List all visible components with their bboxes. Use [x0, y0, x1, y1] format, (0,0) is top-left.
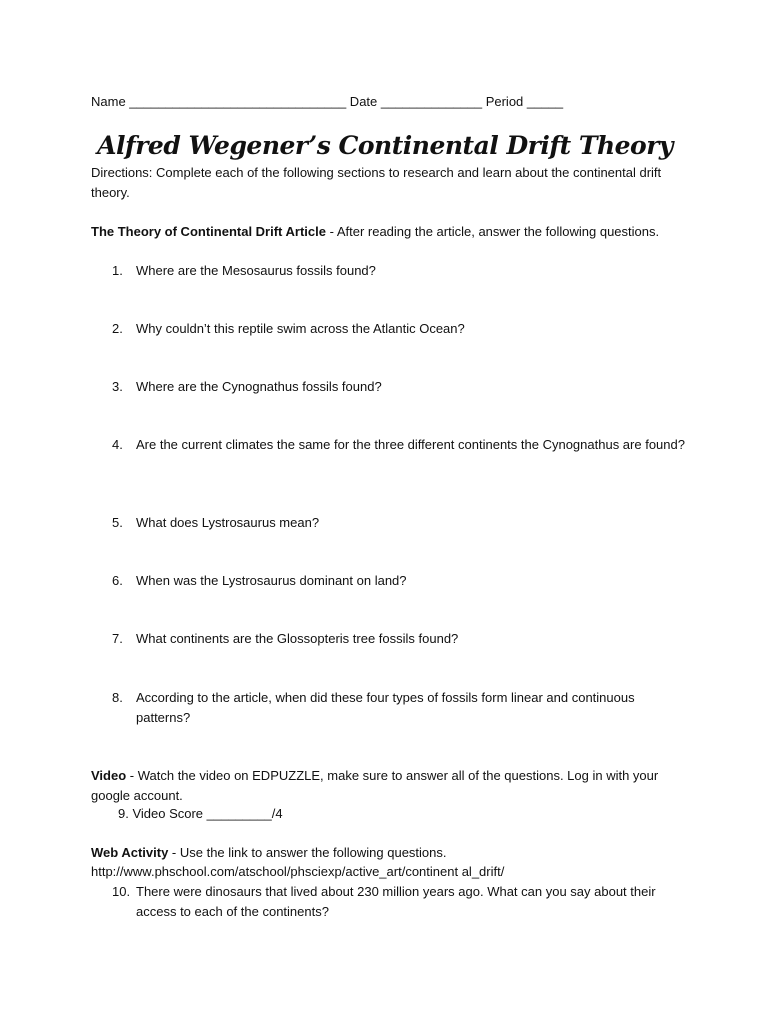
question-number: 2.	[112, 321, 123, 336]
video-section-instructions: - Watch the video on EDPUZZLE, make sure to answer all of the questions. Log in with your google account.	[91, 768, 659, 803]
question-text: Why couldn’t this reptile swim across the Atlantic Ocean?	[136, 321, 465, 336]
question-item	[112, 435, 692, 455]
web-activity-intro	[91, 843, 691, 863]
worksheet-title: Alfred Wegener’s Continental Drift Theory	[97, 131, 673, 160]
question-number: 4.	[112, 437, 123, 452]
question-number: 1.	[112, 263, 123, 278]
directions-text: Directions: Complete each of the following sections to research and learn about the continental drift theory.	[91, 165, 662, 200]
question-number: 5.	[112, 515, 123, 530]
question-number: 3.	[112, 379, 123, 394]
question-item	[112, 513, 692, 533]
article-section-heading: The Theory of Continental Drift Article	[91, 224, 326, 239]
question-text: Where are the Cynognathus fossils found?	[136, 379, 382, 394]
question-item	[112, 688, 692, 727]
question-number: 6.	[112, 573, 123, 588]
question-item	[112, 377, 692, 397]
web-activity-link[interactable]: http://www.phschool.com/atschool/phsciexp/active_art/continent al_drift/	[91, 864, 505, 879]
question-text: When was the Lystrosaurus dominant on land?	[136, 573, 407, 588]
question-text: Where are the Mesosaurus fossils found?	[136, 263, 376, 278]
article-section-instructions: - After reading the article, answer the following questions.	[325, 224, 660, 239]
question-item	[112, 571, 692, 591]
question-text: Are the current climates the same for the three different continents the Cynognathus are found?	[136, 437, 685, 452]
question-number: 7.	[112, 631, 123, 646]
video-section-intro	[91, 766, 681, 805]
article-section-intro	[91, 222, 691, 242]
question-text: According to the article, when did these four types of fossils form linear and continuous patterns?	[136, 690, 635, 725]
video-section-heading: Video	[91, 768, 127, 783]
question-item	[112, 319, 692, 339]
name-date-period-line: Name ______________________________ Date ______________ Period _____	[91, 94, 564, 109]
question-text: There were dinosaurs that lived about 230 million years ago. What can you say about their access to each of the continents?	[136, 884, 656, 919]
question-item	[112, 882, 692, 921]
question-text: What does Lystrosaurus mean?	[136, 515, 320, 530]
question-text: What continents are the Glossopteris tree fossils found?	[136, 631, 459, 646]
question-number: 8.	[112, 690, 123, 705]
question-item	[112, 629, 692, 649]
question-number: 10.	[112, 884, 131, 899]
question-item	[112, 261, 692, 281]
web-activity-heading: Web Activity	[91, 845, 169, 860]
video-score-line: 9. Video Score _________/4	[118, 806, 283, 821]
web-activity-instructions: - Use the link to answer the following questions.	[168, 845, 447, 860]
